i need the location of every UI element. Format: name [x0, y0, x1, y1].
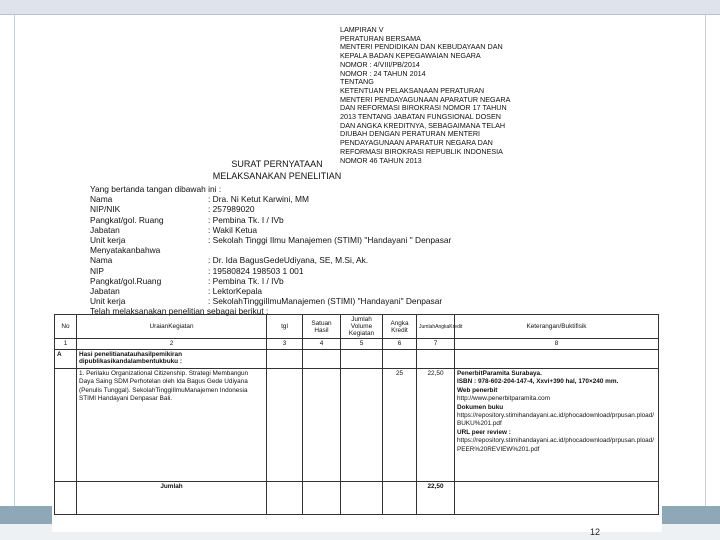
slide-top-rule [0, 14, 720, 15]
column-header: UraianKegiatan [77, 315, 267, 339]
column-header: Jumlah Volume Kegiatan [341, 315, 383, 339]
table-header-row [55, 315, 659, 339]
slide-left-rule [14, 15, 15, 525]
header-line: TENTANG [340, 77, 374, 87]
peer-review-label: URL peer review : [457, 428, 511, 436]
header-line: KETENTUAN PELAKSANAAN PERATURAN [340, 85, 485, 95]
header-line: DAN REFORMASI BIROKRASI NOMOR 17 TAHUN [340, 103, 507, 113]
column-header: Angka Kredit [383, 315, 417, 339]
document-page [52, 18, 662, 532]
subject-row: Unit kerja : SekolahTinggiIlmuManajemen (STIMI) "Handayani" Denpasar [90, 296, 443, 307]
column-number: 6 [383, 339, 417, 350]
column-header: tgl [267, 315, 303, 339]
column-number: 7 [417, 339, 455, 350]
column-number: 8 [455, 339, 659, 350]
column-header: Satuan Hasil [303, 315, 341, 339]
column-header: No [55, 315, 77, 339]
publisher-link[interactable]: http://www.penerbitparamita.com [457, 395, 551, 403]
header-line: PENDAYAGUNAAN APARATUR NEGARA DAN [340, 138, 493, 148]
header-line: MENTERI PENDAYAGUNAAN APARATUR NEGARA [340, 94, 511, 104]
column-number: 1 [55, 339, 77, 350]
total-value: 22,50 [417, 482, 455, 515]
section-title: Hasi penelitianatauhasilpemikiran dipublikasikandalambentukbuku : [77, 350, 267, 369]
header-line: DIUBAH DENGAN PERATURAN MENTERI [340, 129, 481, 139]
slide-top-band [0, 0, 720, 14]
document-title: SURAT PERNYATAAN [231, 159, 323, 169]
evidence-cell [455, 369, 659, 482]
credit-total: 22,50 [417, 369, 455, 482]
column-number: 5 [341, 339, 383, 350]
book-doc-link[interactable]: https://repository.stimihandayani.ac.id/phocadownload/prpusan.pload/BUKU%201.pdf [457, 412, 655, 428]
web-label: Web penerbit [457, 386, 498, 394]
column-number: 2 [77, 339, 267, 350]
header-line: 2013 TENTANG JABATAN FUNGSIONAL DOSEN [340, 112, 501, 122]
closing-line: Telah melaksanakan penelitian sebagai berikut : [90, 306, 269, 317]
activity-description: 1. Perilaku Organizational Citizenship. Strategi Membangun Daya Saing SDM Perhotelan oleh Ida Bagus Gede Udiyana (Penulis Tunggal). SekolahTinggiIlmuManajemen Indonesia STIMI Handayani Denpasar Bali. [77, 369, 267, 482]
subject-row: NIP : 19580824 198503 1 001 [90, 265, 304, 276]
document-subtitle: MELAKSANAKAN PENELITIAN [212, 171, 342, 181]
section-number: A [55, 350, 77, 369]
column-number: 3 [267, 339, 303, 350]
signer-row: Nama : Dra. Ni Ketut Karwini, MM [90, 194, 309, 205]
header-line: LAMPIRAN V [340, 25, 384, 34]
signer-row: Unit kerja : Sekolah Tinggi Ilmu Manajemen (STIMI) "Handayani " Denpasar [90, 234, 452, 245]
header-line: REFORMASI BIROKRASI REPUBLIK INDONESIA [340, 146, 503, 156]
header-line: NOMOR : 4/VIII/PB/2014 [340, 59, 420, 69]
total-row [55, 482, 659, 515]
column-number-row [55, 339, 659, 350]
slide-right-rule [705, 15, 706, 525]
signer-row: NIP/NIK : 257989020 [90, 204, 255, 215]
peer-review-link[interactable]: https://repository.stimihandayani.ac.id/phocadownload/prpusan.pload/PEER%20REVIEW%201.pdf [457, 437, 655, 453]
subject-row: Nama : Dr. Ida BagusGedeUdiyana, SE, M.Si, Ak. [90, 255, 369, 266]
table-row [55, 369, 659, 482]
declares-line: Menyatakanbahwa [90, 245, 161, 256]
column-number: 4 [303, 339, 341, 350]
subject-row: Jabatan : LektorKepala [90, 285, 263, 296]
subject-row: Pangkat/gol.Ruang : Pembina Tk. I / IVb [90, 275, 284, 286]
declaration-body [90, 184, 610, 316]
header-line: DAN ANGKA KREDITNYA, SEBAGAIMANA TELAH [340, 120, 506, 130]
section-row [55, 350, 659, 369]
total-label: Jumlah [77, 482, 267, 515]
research-table [54, 314, 659, 515]
column-header: JumlahAngkaKredit [417, 315, 455, 339]
credit-value: 25 [383, 369, 417, 482]
header-line: NOMOR : 24 TAHUN 2014 [340, 68, 426, 78]
publisher-line: PenerbitParamita Surabaya. [457, 370, 542, 377]
signer-row: Jabatan : Wakil Ketua [90, 224, 258, 235]
book-doc-label: Dokumen buku [457, 403, 504, 411]
header-line: MENTERI PENDIDIKAN DAN KEBUDAYAAN DAN [340, 42, 503, 52]
intro-line: Yang bertanda tangan dibawah ini : [90, 184, 222, 194]
header-line: NOMOR 46 TAHUN 2013 [340, 155, 422, 165]
header-line: PERATURAN BERSAMA [340, 33, 421, 43]
page-number: 12 [590, 527, 601, 537]
column-header: Keterangan/Buktifisik [455, 315, 659, 339]
letter-header [340, 26, 590, 165]
header-line: KEPALA BADAN KEPEGAWAIAN NEGARA [340, 51, 481, 61]
isbn-line: ISBN : 978-602-204-147-4, Xxvi+390 hal, 170×240 mm. [457, 378, 619, 386]
signer-row: Pangkat/gol. Ruang : Pembina Tk. I / IVb [90, 214, 284, 225]
